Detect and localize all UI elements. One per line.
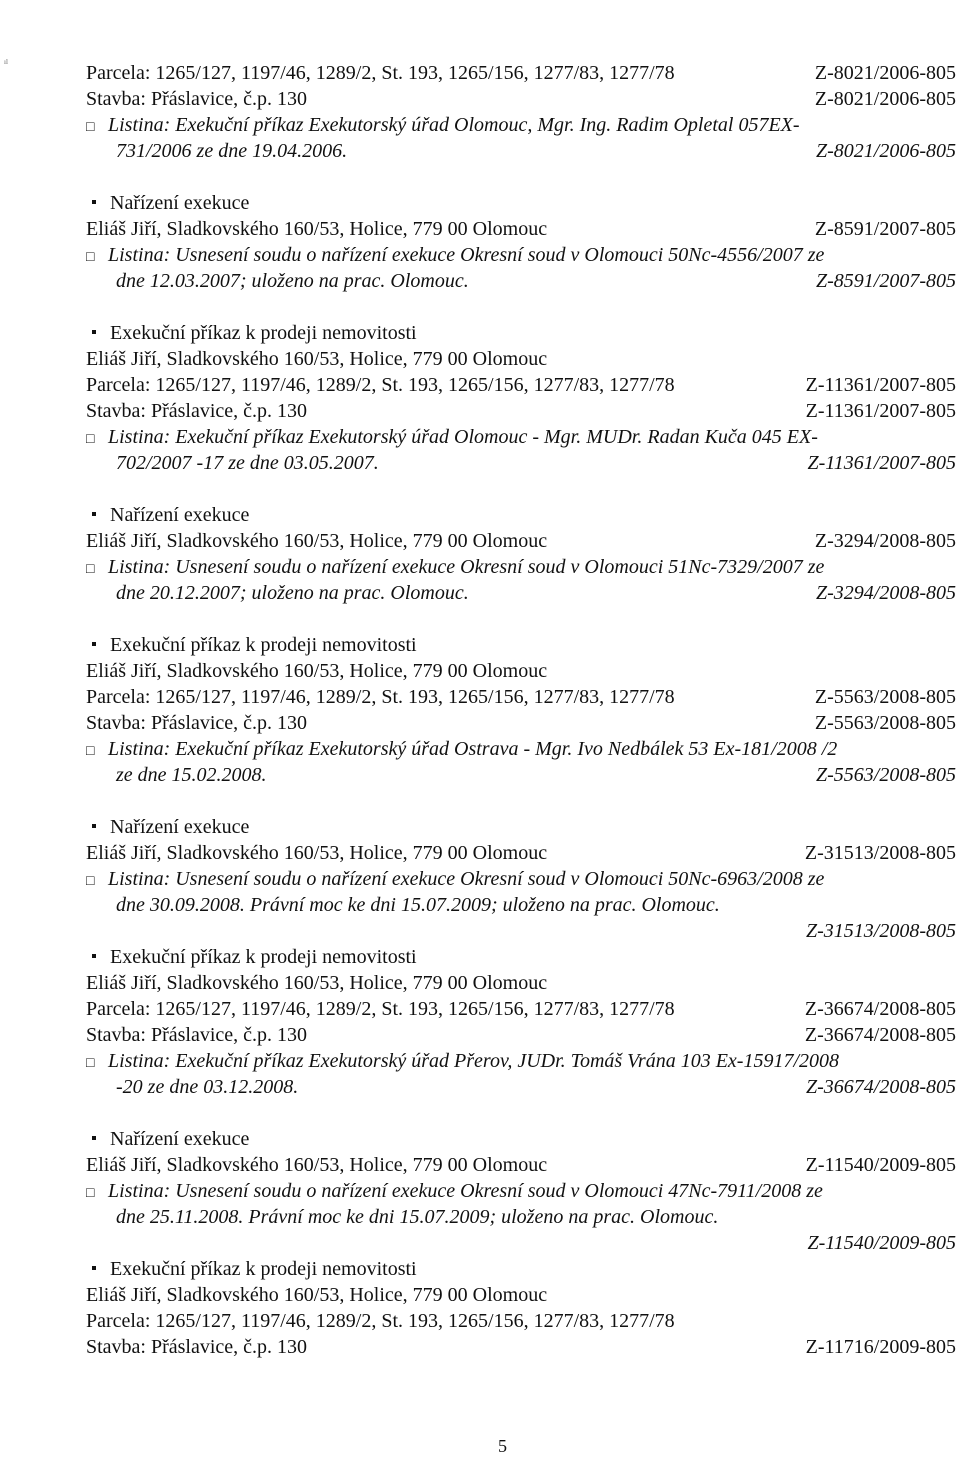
line-text: Stavba: Přáslavice, č.p. 130 bbox=[86, 400, 308, 422]
doc-line bbox=[116, 894, 956, 916]
reference-number: Z-31513/2008-805 bbox=[804, 842, 956, 864]
page-number: 5 bbox=[498, 1436, 507, 1456]
section-heading bbox=[86, 946, 956, 968]
reference-number: Z-11540/2009-805 bbox=[807, 1232, 956, 1254]
reference-number: Z-3294/2008-805 bbox=[816, 582, 956, 604]
line-text: Listina: Usnesení soudu o nařízení exekuce Okresní soud v Olomouci 47Nc-7911/2008 ze bbox=[108, 1180, 823, 1202]
line-text: Exekuční příkaz k prodeji nemovitosti bbox=[110, 634, 417, 656]
box-bullet-icon: □ bbox=[86, 874, 95, 889]
line-text: Eliáš Jiří, Sladkovského 160/53, Holice, 779 00 Olomouc bbox=[86, 972, 548, 994]
section-heading bbox=[86, 322, 956, 344]
margin-mark: ıl bbox=[4, 58, 8, 66]
reference-number: Z-31513/2008-805 bbox=[806, 920, 956, 942]
section-heading bbox=[86, 816, 956, 838]
reference-number: Z-5563/2008-805 bbox=[814, 712, 956, 734]
line-text: Listina: Exekuční příkaz Exekutorský úřad Olomouc - Mgr. MUDr. Radan Kuča 045 EX- bbox=[108, 426, 818, 448]
doc-line bbox=[86, 660, 956, 682]
document-entry-line bbox=[86, 1050, 956, 1075]
line-text: Eliáš Jiří, Sladkovského 160/53, Holice, 779 00 Olomouc bbox=[86, 660, 548, 682]
reference-number: Z-8021/2006-805 bbox=[816, 140, 956, 162]
line-text: 731/2006 ze dne 19.04.2006. bbox=[116, 140, 348, 162]
line-text: Listina: Exekuční příkaz Exekutorský úřad Olomouc, Mgr. Ing. Radim Opletal 057EX- bbox=[108, 114, 800, 136]
reference-number: Z-3294/2008-805 bbox=[814, 530, 956, 552]
doc-line bbox=[86, 686, 956, 708]
doc-line bbox=[86, 712, 956, 734]
line-text: Nařízení exekuce bbox=[110, 816, 250, 838]
line-text: Nařízení exekuce bbox=[110, 504, 250, 526]
box-bullet-icon: □ bbox=[86, 1186, 95, 1201]
doc-line bbox=[86, 348, 956, 370]
doc-line bbox=[86, 88, 956, 110]
line-text: 702/2007 -17 ze dne 03.05.2007. bbox=[116, 452, 379, 474]
box-bullet-icon: □ bbox=[86, 1056, 95, 1071]
reference-number: Z-11361/2007-805 bbox=[805, 400, 956, 422]
reference-number: Z-36674/2008-805 bbox=[804, 1024, 956, 1046]
line-text: dne 25.11.2008. Právní moc ke dni 15.07.2009; uloženo na prac. Olomouc. bbox=[116, 1206, 719, 1228]
doc-line bbox=[116, 764, 956, 786]
line-text: Eliáš Jiří, Sladkovského 160/53, Holice, 779 00 Olomouc bbox=[86, 1284, 548, 1306]
doc-line bbox=[86, 972, 956, 994]
section-heading bbox=[86, 1258, 956, 1280]
reference-number: Z-5563/2008-805 bbox=[814, 686, 956, 708]
doc-line bbox=[86, 530, 956, 552]
line-text: Eliáš Jiří, Sladkovského 160/53, Holice, 779 00 Olomouc bbox=[86, 842, 548, 864]
line-text: Eliáš Jiří, Sladkovského 160/53, Holice, 779 00 Olomouc bbox=[86, 530, 548, 552]
section-heading bbox=[86, 504, 956, 526]
line-text: Exekuční příkaz k prodeji nemovitosti bbox=[110, 322, 417, 344]
reference-number: Z-11361/2007-805 bbox=[805, 374, 956, 396]
reference-number: Z-36674/2008-805 bbox=[806, 1076, 956, 1098]
line-text: Nařízení exekuce bbox=[110, 192, 250, 214]
doc-line bbox=[116, 452, 956, 474]
document-entry-line bbox=[86, 556, 956, 581]
line-text: Exekuční příkaz k prodeji nemovitosti bbox=[110, 946, 417, 968]
doc-line bbox=[86, 374, 956, 396]
box-bullet-icon: □ bbox=[86, 432, 95, 447]
doc-line bbox=[86, 1024, 956, 1046]
line-text: dne 30.09.2008. Právní moc ke dni 15.07.2009; uloženo na prac. Olomouc. bbox=[116, 894, 720, 916]
reference-number: Z-11716/2009-805 bbox=[805, 1336, 956, 1358]
line-text: Parcela: 1265/127, 1197/46, 1289/2, St. 193, 1265/156, 1277/83, 1277/78 bbox=[86, 374, 675, 396]
reference-number: Z-11361/2007-805 bbox=[807, 452, 956, 474]
section-heading bbox=[86, 1128, 956, 1150]
document-entry-line bbox=[86, 868, 956, 893]
reference-number: Z-11540/2009-805 bbox=[805, 1154, 956, 1176]
doc-line bbox=[86, 62, 956, 84]
reference-number: Z-36674/2008-805 bbox=[804, 998, 956, 1020]
line-text: Stavba: Přáslavice, č.p. 130 bbox=[86, 88, 308, 110]
doc-line bbox=[86, 842, 956, 864]
line-text: Parcela: 1265/127, 1197/46, 1289/2, St. 193, 1265/156, 1277/83, 1277/78 bbox=[86, 686, 675, 708]
line-text: ze dne 15.02.2008. bbox=[116, 764, 267, 786]
box-bullet-icon: □ bbox=[86, 744, 95, 759]
document-entry-line bbox=[86, 244, 956, 269]
reference-number: Z-5563/2008-805 bbox=[816, 764, 956, 786]
line-text: Parcela: 1265/127, 1197/46, 1289/2, St. 193, 1265/156, 1277/83, 1277/78 bbox=[86, 998, 675, 1020]
line-text: -20 ze dne 03.12.2008. bbox=[116, 1076, 299, 1098]
line-text: Eliáš Jiří, Sladkovského 160/53, Holice, 779 00 Olomouc bbox=[86, 1154, 548, 1176]
doc-line bbox=[86, 1310, 956, 1332]
section-heading bbox=[86, 192, 956, 214]
line-text: Listina: Usnesení soudu o nařízení exekuce Okresní soud v Olomouci 51Nc-7329/2007 ze bbox=[108, 556, 825, 578]
reference-number: Z-8021/2006-805 bbox=[814, 88, 956, 110]
document-entry-line bbox=[86, 426, 956, 451]
line-text: Stavba: Přáslavice, č.p. 130 bbox=[86, 1024, 308, 1046]
line-text: Eliáš Jiří, Sladkovského 160/53, Holice, 779 00 Olomouc bbox=[86, 348, 548, 370]
doc-line bbox=[116, 582, 956, 604]
doc-line bbox=[86, 1336, 956, 1358]
line-text: Eliáš Jiří, Sladkovského 160/53, Holice, 779 00 Olomouc bbox=[86, 218, 548, 240]
line-text: Stavba: Přáslavice, č.p. 130 bbox=[86, 1336, 308, 1358]
line-text: dne 20.12.2007; uloženo na prac. Olomouc. bbox=[116, 582, 469, 604]
doc-line bbox=[86, 1284, 956, 1306]
reference-number: Z-8591/2007-805 bbox=[816, 270, 956, 292]
doc-line bbox=[86, 400, 956, 422]
doc-line bbox=[86, 1154, 956, 1176]
document-entry-line bbox=[86, 1180, 956, 1205]
line-text: Listina: Exekuční příkaz Exekutorský úřad Ostrava - Mgr. Ivo Nedbálek 53 Ex-181/2008 /2 bbox=[108, 738, 838, 760]
line-text: Parcela: 1265/127, 1197/46, 1289/2, St. 193, 1265/156, 1277/83, 1277/78 bbox=[86, 1310, 675, 1332]
reference-number: Z-8591/2007-805 bbox=[814, 218, 956, 240]
line-text: Nařízení exekuce bbox=[110, 1128, 250, 1150]
doc-line bbox=[116, 270, 956, 292]
line-text: Listina: Exekuční příkaz Exekutorský úřad Přerov, JUDr. Tomáš Vrána 103 Ex-15917/2008 bbox=[108, 1050, 840, 1072]
doc-line bbox=[116, 140, 956, 162]
line-text: Listina: Usnesení soudu o nařízení exekuce Okresní soud v Olomouci 50Nc-6963/2008 ze bbox=[108, 868, 825, 890]
document-entry-line bbox=[86, 114, 956, 139]
line-text: Listina: Usnesení soudu o nařízení exekuce Okresní soud v Olomouci 50Nc-4556/2007 ze bbox=[108, 244, 825, 266]
reference-number: Z-8021/2006-805 bbox=[814, 62, 956, 84]
line-text: Stavba: Přáslavice, č.p. 130 bbox=[86, 712, 308, 734]
line-text: dne 12.03.2007; uloženo na prac. Olomouc. bbox=[116, 270, 469, 292]
doc-line bbox=[86, 998, 956, 1020]
doc-line bbox=[86, 218, 956, 240]
box-bullet-icon: □ bbox=[86, 120, 95, 135]
doc-line bbox=[116, 1206, 956, 1228]
box-bullet-icon: □ bbox=[86, 250, 95, 265]
doc-line bbox=[116, 1076, 956, 1098]
document-entry-line bbox=[86, 738, 956, 763]
line-text: Exekuční příkaz k prodeji nemovitosti bbox=[110, 1258, 417, 1280]
box-bullet-icon: □ bbox=[86, 562, 95, 577]
section-heading bbox=[86, 634, 956, 656]
line-text: Parcela: 1265/127, 1197/46, 1289/2, St. 193, 1265/156, 1277/83, 1277/78 bbox=[86, 62, 675, 84]
